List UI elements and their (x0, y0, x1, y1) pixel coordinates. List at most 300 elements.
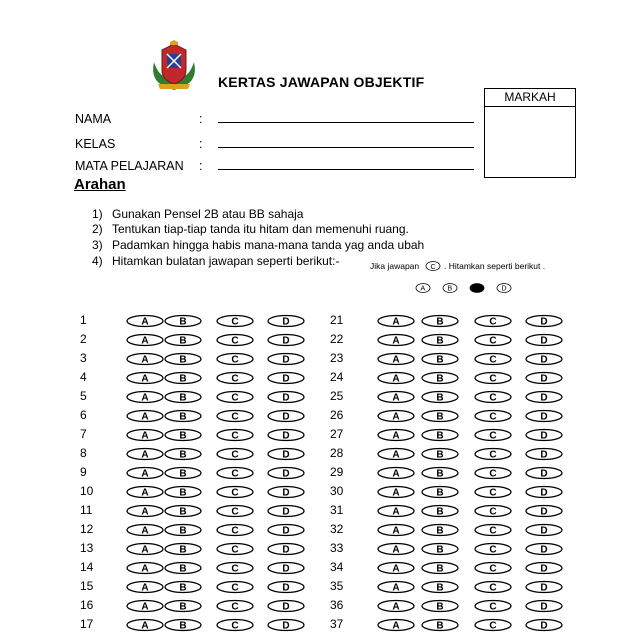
answer-bubble-a[interactable] (376, 409, 416, 423)
answer-bubble-b[interactable] (163, 352, 203, 366)
answer-bubble-d[interactable] (524, 314, 564, 328)
answer-bubble-b[interactable] (163, 485, 203, 499)
answer-bubble-a[interactable] (376, 390, 416, 404)
answer-bubble-letter: C (489, 354, 497, 366)
answer-bubble-letter: B (436, 392, 444, 404)
answer-bubble-letter: D (540, 620, 548, 632)
answer-bubble-b[interactable] (163, 542, 203, 556)
answer-bubble-b[interactable] (163, 599, 203, 613)
answer-bubble-d[interactable] (266, 314, 306, 328)
answer-bubble-b[interactable] (420, 504, 460, 518)
answer-bubble-letter: B (436, 335, 444, 347)
mata-pelajaran-label: MATA PELAJARAN (75, 159, 184, 173)
answer-bubble-b[interactable] (420, 371, 460, 385)
example-bubble-c (470, 284, 484, 293)
answer-bubble-letter: B (436, 430, 444, 442)
answer-bubble-a[interactable] (376, 428, 416, 442)
answer-bubble-c[interactable] (215, 580, 255, 594)
example-text-before: Jika jawapan (370, 261, 420, 271)
nama-label: NAMA (75, 112, 112, 126)
answer-bubble-a[interactable] (125, 542, 165, 556)
answer-bubble-letter: A (141, 316, 149, 328)
answer-bubble-d[interactable] (524, 352, 564, 366)
answer-bubble-c[interactable] (215, 314, 255, 328)
answer-bubble-a[interactable] (376, 352, 416, 366)
page-title: KERTAS JAWAPAN OBJEKTIF (218, 74, 425, 90)
answer-bubble-letter: C (489, 316, 497, 328)
answer-bubble-d[interactable] (524, 542, 564, 556)
answer-bubble-letter: D (540, 354, 548, 366)
answer-bubble-letter: C (489, 411, 497, 423)
nama-field[interactable] (218, 122, 474, 123)
answer-bubble-c[interactable] (473, 428, 513, 442)
answer-bubble-c[interactable] (473, 504, 513, 518)
answer-bubble-a[interactable] (125, 561, 165, 575)
question-number: 9 (80, 465, 87, 479)
answer-bubble-d[interactable] (524, 390, 564, 404)
answer-bubble-d[interactable] (266, 599, 306, 613)
answer-bubble-b[interactable] (420, 409, 460, 423)
answer-bubble-c[interactable] (215, 352, 255, 366)
answer-bubble-b[interactable] (163, 580, 203, 594)
answer-bubble-letter: D (540, 487, 548, 499)
answer-bubble-d[interactable] (266, 580, 306, 594)
answer-bubble-c[interactable] (473, 599, 513, 613)
answer-bubble-letter: C (489, 392, 497, 404)
instruction-item: 3) Padamkan hingga habis mana-mana tanda yag anda ubah (92, 238, 425, 252)
markah-label: MARKAH (485, 89, 575, 107)
answer-bubble-letter: B (436, 373, 444, 385)
answer-bubble-letter: C (489, 582, 497, 594)
answer-bubble-a[interactable] (125, 314, 165, 328)
answer-bubble-letter: D (540, 563, 548, 575)
answer-bubble-c[interactable] (473, 314, 513, 328)
answer-bubble-b[interactable] (420, 352, 460, 366)
answer-bubble-letter: A (141, 563, 149, 575)
question-number: 16 (80, 598, 94, 612)
answer-bubble-d[interactable] (524, 409, 564, 423)
question-number: 8 (80, 446, 87, 460)
answer-bubble-letter: B (436, 411, 444, 423)
answer-bubble-b[interactable] (163, 314, 203, 328)
answer-bubble-a[interactable] (125, 447, 165, 461)
answer-bubble-letter: A (392, 316, 400, 328)
answer-bubble-letter: B (436, 449, 444, 461)
answer-bubble-b[interactable] (420, 580, 460, 594)
answer-bubble-b[interactable] (163, 371, 203, 385)
answer-bubble-a[interactable] (125, 409, 165, 423)
answer-bubble-c[interactable] (215, 542, 255, 556)
answer-bubble-letter: A (392, 487, 400, 499)
answer-bubble-letter: D (282, 506, 290, 518)
answer-bubble-letter: C (489, 525, 497, 537)
arahan-heading: Arahan (74, 176, 126, 193)
answer-bubble-letter: A (141, 506, 149, 518)
answer-bubble-letter: A (141, 582, 149, 594)
answer-bubble-letter: B (179, 563, 187, 575)
answer-bubble-d[interactable] (266, 485, 306, 499)
answer-bubble-letter: B (179, 544, 187, 556)
school-crest-logo (150, 40, 198, 92)
question-number: 11 (80, 503, 93, 517)
answer-bubble-letter: C (231, 392, 239, 404)
answer-bubble-letter: D (282, 354, 290, 366)
answer-bubble-d[interactable] (524, 428, 564, 442)
question-number: 7 (80, 427, 87, 441)
answer-bubble-letter: A (392, 373, 400, 385)
question-number: 28 (330, 446, 344, 460)
answer-bubble-letter: A (141, 411, 149, 423)
answer-bubble-d[interactable] (524, 371, 564, 385)
answer-bubble-letter: B (436, 316, 444, 328)
kelas-field[interactable] (218, 147, 474, 148)
answer-bubble-c[interactable] (473, 352, 513, 366)
answer-bubble-a[interactable] (125, 523, 165, 537)
question-number: 21 (330, 313, 344, 327)
answer-bubble-c[interactable] (215, 599, 255, 613)
answer-bubble-letter: D (540, 411, 548, 423)
answer-bubble-letter: B (179, 316, 187, 328)
answer-bubble-letter: C (489, 449, 497, 461)
answer-bubble-letter: A (392, 620, 400, 632)
answer-bubble-letter: C (231, 563, 239, 575)
answer-bubble-letter: A (392, 449, 400, 461)
answer-bubble-letter: A (392, 563, 400, 575)
answer-bubble-letter: B (179, 601, 187, 613)
example-bubble-letter: A (420, 285, 426, 293)
answer-bubble-b[interactable] (163, 428, 203, 442)
question-number: 3 (80, 351, 87, 365)
answer-bubble-d[interactable] (266, 352, 306, 366)
answer-bubble-letter: A (141, 335, 149, 347)
answer-bubble-c[interactable] (215, 466, 255, 480)
answer-bubble-b[interactable] (420, 333, 460, 347)
answer-bubble-b[interactable] (163, 466, 203, 480)
question-number: 15 (80, 579, 94, 593)
answer-bubble-letter: C (231, 354, 239, 366)
answer-bubble-letter: D (540, 373, 548, 385)
answer-bubble-letter: C (489, 544, 497, 556)
answer-bubble-letter: B (436, 354, 444, 366)
answer-bubble-letter: C (489, 335, 497, 347)
answer-bubble-b[interactable] (420, 485, 460, 499)
answer-bubble-a[interactable] (376, 580, 416, 594)
answer-bubble-letter: C (231, 449, 239, 461)
answer-bubble-b[interactable] (163, 409, 203, 423)
answer-bubble-letter: B (179, 335, 187, 347)
question-number: 25 (330, 389, 344, 403)
example-bubble-letter: D (501, 285, 507, 293)
answer-bubble-letter: D (282, 335, 290, 347)
question-number: 31 (330, 503, 344, 517)
example-bubble-letter: B (447, 285, 453, 293)
answer-bubble-b[interactable] (420, 466, 460, 480)
answer-bubble-d[interactable] (266, 523, 306, 537)
answer-bubble-letter: C (231, 525, 239, 537)
answer-bubble-a[interactable] (125, 352, 165, 366)
answer-bubble-letter: A (141, 354, 149, 366)
question-number: 36 (330, 598, 344, 612)
answer-bubble-c[interactable] (215, 523, 255, 537)
answer-bubble-letter: D (282, 620, 290, 632)
kelas-colon: : (199, 137, 203, 151)
answer-bubble-c[interactable] (215, 409, 255, 423)
answer-bubble-letter: A (392, 601, 400, 613)
answer-bubble-letter: B (179, 411, 187, 423)
answer-bubble-c[interactable] (215, 485, 255, 499)
question-number: 32 (330, 522, 344, 536)
answer-bubble-b[interactable] (163, 390, 203, 404)
answer-bubble-d[interactable] (524, 599, 564, 613)
answer-bubble-letter: B (436, 563, 444, 575)
answer-bubble-a[interactable] (376, 542, 416, 556)
answer-bubble-d[interactable] (266, 447, 306, 461)
answer-bubble-b[interactable] (420, 428, 460, 442)
answer-bubble-c[interactable] (473, 580, 513, 594)
answer-bubble-c[interactable] (473, 371, 513, 385)
answer-bubble-letter: C (231, 487, 239, 499)
answer-bubble-b[interactable] (420, 314, 460, 328)
answer-bubble-c[interactable] (473, 333, 513, 347)
answer-bubble-c[interactable] (215, 390, 255, 404)
instruction-item: 4) Hitamkan bulatan jawapan seperti berikut:- (92, 254, 340, 268)
answer-bubble-letter: C (231, 430, 239, 442)
answer-bubble-a[interactable] (125, 599, 165, 613)
answer-bubble-d[interactable] (266, 542, 306, 556)
answer-bubble-letter: D (540, 468, 548, 480)
answer-bubble-a[interactable] (376, 599, 416, 613)
answer-bubble-c[interactable] (215, 333, 255, 347)
answer-bubble-letter: C (231, 411, 239, 423)
question-number: 22 (330, 332, 344, 346)
answer-bubble-letter: B (436, 525, 444, 537)
answer-bubble-letter: D (540, 335, 548, 347)
question-number: 5 (80, 389, 87, 403)
answer-bubble-letter: B (179, 487, 187, 499)
answer-bubble-a[interactable] (125, 390, 165, 404)
answer-bubble-letter: B (179, 468, 187, 480)
answer-bubble-letter: B (436, 506, 444, 518)
answer-bubble-a[interactable] (125, 580, 165, 594)
answer-bubble-letter: C (231, 582, 239, 594)
answer-bubble-b[interactable] (163, 333, 203, 347)
answer-bubble-d[interactable] (266, 371, 306, 385)
answer-bubble-c[interactable] (215, 428, 255, 442)
answer-bubble-letter: A (392, 506, 400, 518)
answer-bubble-letter: C (231, 620, 239, 632)
answer-bubble-a[interactable] (376, 523, 416, 537)
answer-bubble-letter: C (231, 506, 239, 518)
answer-bubble-letter: D (282, 525, 290, 537)
answer-bubble-c[interactable] (473, 523, 513, 537)
answer-bubble-letter: C (231, 468, 239, 480)
answer-bubble-c[interactable] (473, 466, 513, 480)
answer-bubble-letter: A (141, 392, 149, 404)
answer-bubble-letter: C (231, 373, 239, 385)
answer-bubble-a[interactable] (376, 314, 416, 328)
answer-bubble-letter: A (141, 601, 149, 613)
answer-bubble-letter: D (282, 601, 290, 613)
question-number: 23 (330, 351, 344, 365)
answer-bubble-b[interactable] (420, 523, 460, 537)
question-number: 17 (80, 617, 94, 631)
answer-bubble-d[interactable] (524, 561, 564, 575)
answer-bubble-a[interactable] (376, 466, 416, 480)
question-number: 37 (330, 617, 344, 631)
answer-bubble-d[interactable] (266, 390, 306, 404)
answer-bubble-b[interactable] (163, 447, 203, 461)
answer-bubble-d[interactable] (524, 485, 564, 499)
answer-bubble-d[interactable] (524, 466, 564, 480)
answer-bubble-letter: C (231, 316, 239, 328)
answer-bubble-letter: C (489, 601, 497, 613)
question-number: 6 (80, 408, 87, 422)
answer-bubble-letter: D (282, 449, 290, 461)
answer-bubble-letter: B (179, 620, 187, 632)
answer-bubble-c[interactable] (215, 447, 255, 461)
answer-bubble-a[interactable] (376, 333, 416, 347)
answer-bubble-c[interactable] (473, 485, 513, 499)
answer-bubble-a[interactable] (376, 561, 416, 575)
answer-bubble-letter: B (436, 487, 444, 499)
question-number: 34 (330, 560, 344, 574)
answer-bubble-letter: C (489, 487, 497, 499)
answer-bubble-letter: D (282, 430, 290, 442)
answer-bubble-letter: A (392, 430, 400, 442)
answer-bubble-c[interactable] (473, 542, 513, 556)
answer-bubble-letter: C (489, 620, 497, 632)
answer-bubble-letter: A (392, 525, 400, 537)
answer-bubble-b[interactable] (163, 561, 203, 575)
answer-bubble-letter: A (141, 449, 149, 461)
answer-bubble-d[interactable] (266, 561, 306, 575)
kelas-label: KELAS (75, 137, 116, 151)
answer-bubble-letter: D (282, 411, 290, 423)
answer-bubble-letter: D (282, 544, 290, 556)
answer-bubble-letter: D (282, 373, 290, 385)
answer-bubble-a[interactable] (376, 447, 416, 461)
question-number: 12 (80, 522, 94, 536)
shading-example (370, 258, 570, 298)
answer-bubble-letter: B (179, 373, 187, 385)
answer-bubble-b[interactable] (420, 542, 460, 556)
answer-bubble-b[interactable] (420, 561, 460, 575)
question-number: 4 (80, 370, 87, 384)
answer-bubble-a[interactable] (125, 428, 165, 442)
answer-bubble-letter: D (540, 525, 548, 537)
question-number: 2 (80, 332, 87, 346)
answer-bubble-c[interactable] (215, 561, 255, 575)
answer-bubble-d[interactable] (266, 409, 306, 423)
question-number: 14 (80, 560, 94, 574)
answer-bubble-letter: B (436, 601, 444, 613)
answer-bubble-d[interactable] (524, 580, 564, 594)
answer-bubble-letter: D (540, 506, 548, 518)
answer-bubble-d[interactable] (524, 504, 564, 518)
answer-bubble-d[interactable] (266, 428, 306, 442)
answer-bubble-a[interactable] (125, 466, 165, 480)
answer-bubble-letter: B (436, 544, 444, 556)
answer-bubble-b[interactable] (163, 504, 203, 518)
answer-bubble-letter: D (540, 449, 548, 461)
answer-bubble-d[interactable] (524, 447, 564, 461)
answer-bubble-d[interactable] (524, 523, 564, 537)
answer-bubble-a[interactable] (125, 371, 165, 385)
answer-bubble-c[interactable] (473, 561, 513, 575)
answer-bubble-letter: B (179, 354, 187, 366)
answer-bubble-a[interactable] (125, 333, 165, 347)
nama-colon: : (199, 112, 203, 126)
answer-bubble-a[interactable] (125, 485, 165, 499)
mata-pelajaran-field[interactable] (218, 169, 474, 170)
question-number: 29 (330, 465, 344, 479)
answer-bubble-a[interactable] (376, 371, 416, 385)
answer-bubble-d[interactable] (524, 333, 564, 347)
answer-bubble-letter: A (141, 487, 149, 499)
answer-bubble-letter: B (179, 430, 187, 442)
answer-bubble-letter: C (489, 430, 497, 442)
example-answer-letter: C (430, 264, 436, 271)
question-number: 35 (330, 579, 344, 593)
answer-bubble-c[interactable] (473, 409, 513, 423)
question-number: 27 (330, 427, 344, 441)
answer-bubble-b[interactable] (420, 447, 460, 461)
answer-bubble-c[interactable] (473, 390, 513, 404)
answer-bubble-letter: B (179, 506, 187, 518)
question-number: 10 (80, 484, 94, 498)
answer-bubble-letter: D (540, 316, 548, 328)
answer-bubble-letter: D (282, 468, 290, 480)
answer-bubble-b[interactable] (420, 390, 460, 404)
answer-bubble-letter: D (282, 316, 290, 328)
answer-bubble-letter: B (436, 620, 444, 632)
answer-bubble-letter: B (179, 392, 187, 404)
answer-bubble-letter: A (141, 525, 149, 537)
question-number: 30 (330, 484, 344, 498)
answer-bubble-b[interactable] (163, 523, 203, 537)
answer-bubble-letter: D (282, 582, 290, 594)
answer-bubble-a[interactable] (376, 485, 416, 499)
answer-bubble-letter: C (489, 563, 497, 575)
answer-bubble-letter: D (540, 544, 548, 556)
example-text-after: . Hitamkan seperti berikut . (444, 261, 546, 271)
instruction-item: 1) Gunakan Pensel 2B atau BB sahaja (92, 207, 304, 221)
question-number: 24 (330, 370, 344, 384)
question-number: 26 (330, 408, 344, 422)
answer-bubble-a[interactable] (376, 504, 416, 518)
answer-bubble-letter: C (489, 468, 497, 480)
answer-bubble-letter: B (179, 525, 187, 537)
answer-bubble-b[interactable] (420, 599, 460, 613)
answer-bubble-letter: A (141, 430, 149, 442)
answer-bubble-letter: A (392, 544, 400, 556)
answer-bubble-c[interactable] (473, 447, 513, 461)
mata-pelajaran-colon: : (199, 159, 203, 173)
answer-bubble-c[interactable] (215, 504, 255, 518)
answer-bubble-letter: A (141, 544, 149, 556)
answer-bubble-a[interactable] (125, 504, 165, 518)
answer-bubble-d[interactable] (266, 504, 306, 518)
answer-bubble-d[interactable] (266, 333, 306, 347)
answer-bubble-letter: A (392, 335, 400, 347)
question-number: 1 (80, 313, 87, 327)
question-number: 33 (330, 541, 344, 555)
answer-bubble-letter: D (540, 582, 548, 594)
answer-bubble-c[interactable] (215, 371, 255, 385)
answer-bubble-letter: C (489, 373, 497, 385)
markah-box (484, 88, 576, 178)
answer-bubble-d[interactable] (266, 466, 306, 480)
